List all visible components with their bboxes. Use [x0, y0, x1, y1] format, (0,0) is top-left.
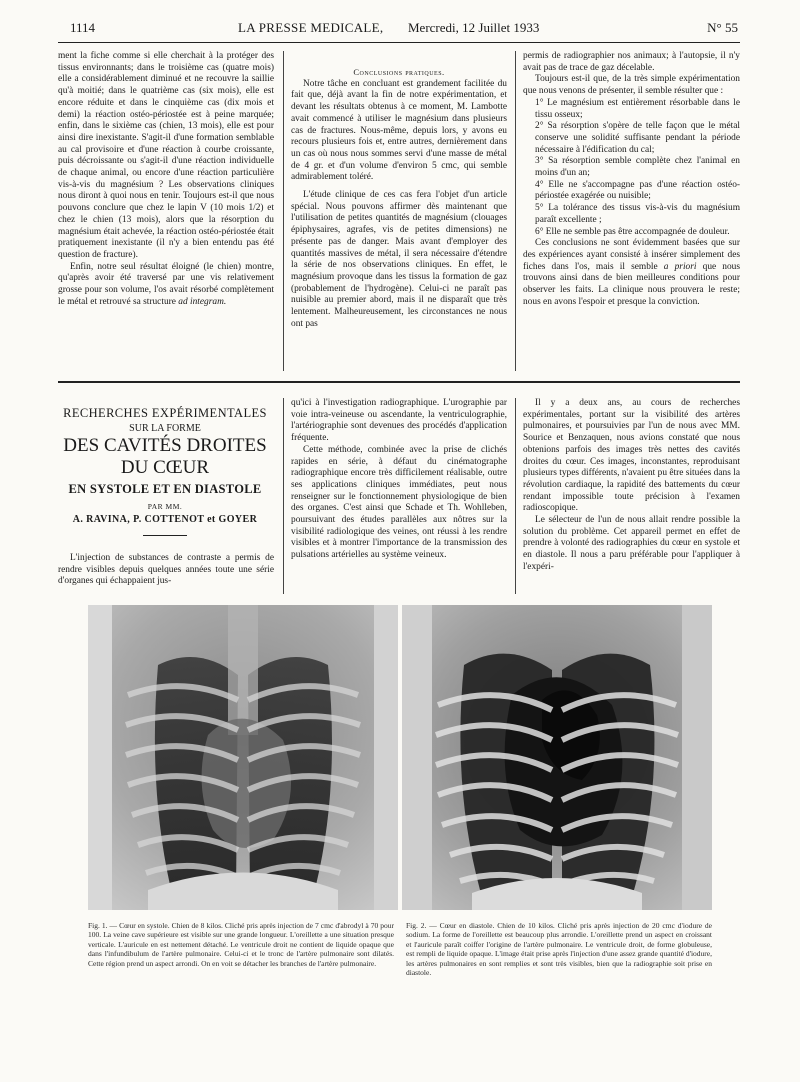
header-rule [58, 42, 740, 43]
column-divider [515, 398, 516, 594]
article-kicker: RECHERCHES EXPÉRIMENTALES [63, 406, 267, 420]
article-title-block [58, 406, 272, 525]
top-column-2 [291, 51, 507, 376]
italic-phrase: ad integram. [178, 296, 227, 307]
paragraph: Notre tâche en concluant est grandement facilitée du fait que, déjà avant la fin de notre expérimentation, et devant les résultats obtenus à ce moment, M. Lambotte avait commencé à utiliser le magnésium dans plusieurs cas de fractures. Nous-même, depuis lors, y avons eu recours plusieurs fois et, entre autres, dernièrement dans un cas où nous nous sommes servi d'une masse de métal de 4 gr. et d'un volume d'environ 5 cmc, qui semble admirablement toléré. [291, 78, 507, 183]
issue-number: N° 55 [707, 20, 738, 35]
article-column-1 [58, 553, 274, 593]
xray-diastole-image [402, 605, 712, 910]
paragraph: Enfin, notre seul résultat éloigné (le chien) montre, qu'après avoir été traversé par une vis relativement grosse pour son volume, l'os avait résorbé complètement le métal et retrouvé sa structure ad integram. [58, 261, 274, 307]
xray-systole-image [88, 605, 398, 910]
paragraph: qu'ici à l'investigation radiographique. L'urographie par voie intra-veineuse ou ascendante, la ventriculographie, l'artériographie sont devenues des procédés d'application fréquente. [291, 398, 507, 444]
paragraph: permis de radiographier nos animaux; à l'autopsie, il n'y avait pas de trace de gaz décelable. [523, 51, 740, 73]
list-item: 5° La tolérance des tissus vis-à-vis du magnésium paraît excellente ; [535, 203, 740, 225]
issue-date: Mercredi, 12 Juillet 1933 [408, 20, 540, 35]
column-divider [283, 51, 284, 371]
figure-1-caption: Fig. 1. — Cœur en systole. Chien de 8 kilos. Cliché pris après injection de 7 cmc d'abrodyl à 70 pour 100. La veine cave supérieure est visible sur une grande longueur. L'oreillette a une situation presque verticale. L'auricule en est nettement détaché. Le ventricule droit ne contient de liquide opaque que dans l'infundibulum de l'artère pulmonaire. Celui-ci et le tronc de l'artère pulmonaire sont dilatés. Cette région prend un aspect arrondi. On en voit se détacher les branches de l'artère pulmonaire. [88, 921, 394, 968]
paragraph: ment la fiche comme si elle cherchait à la protéger des tissus environnants; dans le troisième cas (quatre mois) elle a considérablement diminué et ne recouvre la saillie qu'à moitié; dans le quatrième cas (six mois), elle est encore réduite et dans le cinquième cas (dix mois et demi) la réaction ostéo-périostée est à peine marquée; enfin, dans le sixième cas (chien, 13 mois), elle est pour ainsi dire inexistante. S'agit-il d'une formation semblable au cal provisoire et d'une réaction à courbe croissante, puis décroissante ou s'agit-il d'une réaction individuelle de chaque animal, ou encore d'une réaction particulière vis-à-vis du magnésium ? Les observations cliniques nous diront à quoi nous en tenir. Toujours est-il que nous pouvons conclure que chez le lapin V (10 mois 1/2) et chez le chien (13 mois), alors que la résorption du magnésium était achevée, la réaction ostéo-périostée était pratiquement inexistante (il n'y a bien entendu pas été question de fracture). [58, 51, 274, 260]
journal-name: LA PRESSE MEDICALE, [238, 20, 384, 35]
paragraph: Le sélecteur de l'un de nous allait rendre possible la solution du problème. Cet appareil permet en effet de prendre à volonté des radiographies du cœur en systole et en diastole. Il nous a paru préférable pour l'appliquer à l'expéri- [523, 515, 740, 572]
page-number: 1114 [70, 20, 96, 35]
list-item: 1° Le magnésium est entièrement résorbable dans le tissu osseux; [535, 97, 740, 120]
list-item: 6° Elle ne semble pas être accompagnée de douleur. [535, 226, 730, 237]
column-divider [283, 398, 284, 594]
top-column-3 [523, 51, 740, 376]
list-item: 4° Elle ne s'accompagne pas d'une réaction ostéo-périostée exagérée ou nuisible; [535, 179, 740, 202]
paragraph: L'injection de substances de contraste a permis de rendre visibles depuis quelques années toute une série d'organes qui échappaient jus- [58, 553, 274, 587]
section-heading: Conclusions pratiques. [353, 67, 445, 77]
top-column-1 [58, 51, 274, 376]
article-title-line-1: DES CAVITÉS DROITES [63, 435, 267, 456]
article-sur: SUR LA FORME [129, 423, 201, 434]
article-column-3 [523, 398, 740, 596]
paragraph: Il y a deux ans, au cours de recherches expérimentales, portant sur la visibilité des artères pulmonaires, et poursuivies par l'un de nous avec MM. Sourice et Benzaquen, nous avions constaté que nous obtenions parfois des images très nettes des cavités droites du cœur. Ces images, inconstantes, reproduisant plusieurs types différents, n'avaient pu être situées dans la révolution cardiaque, la rapidité des battements du cœur rendant impossible toute précision à l'examen radioscopique. [523, 398, 740, 514]
column-divider [515, 51, 516, 371]
paragraph: Ces conclusions ne sont évidemment basées que sur des expériences ayant consisté à insérer simplement des fiches dans l'os, mais il semble a priori que nous trouvons ainsi dans de bien meilleures conditions pour observer les faits. La clinique nous prouvera le reste; nous en avons l'espoir et presque la conviction. [523, 238, 740, 307]
article-par: PAR MM. [147, 502, 183, 511]
list-item: 3° Sa résorption semble complète chez l'animal en moins d'un an; [535, 156, 740, 179]
article-title-line-2: DU CŒUR [120, 457, 210, 478]
section-rule [58, 381, 740, 383]
figure-2-caption: Fig. 2. — Cœur en diastole. Chien de 10 kilos. Cliché pris après injection de 20 cmc d'iodure de sodium. La forme de l'oreillette est beaucoup plus arrondie. L'oreillette prend un aspect en croissant et l'auricule paraît coiffer l'origine de l'artère pulmonaire. Le ventricule droit, de forme globuleuse, est rempli de liquide opaque. L'image était prise après l'injection d'une assez grande quantité d'iodure, les artères pulmonaires en sont remplies et sont très visibles, bien que la radiographie soit prise en diastole. [406, 921, 712, 978]
article-subtitle: EN SYSTOLE ET EN DIASTOLE [68, 482, 262, 496]
figure-1-xray [88, 605, 398, 910]
list-item: 2° Sa résorption s'opère de telle façon que le métal conserve une solidité suffisante pendant la période nécessaire à l'édification du cal; [535, 121, 740, 155]
article-authors: A. RAVINA, P. COTTENOT et GOYER [72, 514, 258, 525]
paragraph: L'étude clinique de ces cas fera l'objet d'un article spécial. Nous pouvons affirmer dès maintenant que l'utilisation de petites quantités de magnésium (clouages épiphysaires, agrafes, vis de petites dimensions) ne présente pas de danger. Mais avant d'employer des quantités massives de métal, il sera nécessaire d'étendre la série de nos observations cliniques. En effet, le magnésium provoque dans les tissus la formation de gaz (probablement de l'hydrogène). Celui-ci ne paraît pas nuisible au premier abord, mais il ne disparaît que très lentement. Malheureusement, les circonstances ne nous ont pas [291, 190, 507, 329]
paragraph: Cette méthode, combinée avec la prise de clichés rapides en série, à défaut du cinématographe radiographique encore très difficilement réalisable, outre ses applications cliniques immédiates, peut nous renseigner sur le fonctionnement physiologique de bien des organes. C'est ainsi que Schade et Th. Wohlleben, poursuivant des études parallèles aux nôtres sur la visibilité radiologique des veines, ont réussi à les rendre visibles et à montrer l'importance de la transmission des pulsations artérielles au système veineux. [291, 444, 507, 561]
running-header [70, 20, 738, 40]
article-column-2 [291, 398, 507, 596]
title-short-rule [143, 535, 187, 536]
figure-2-xray [402, 605, 712, 910]
italic-phrase: a priori [663, 261, 697, 272]
paragraph: Toujours est-il que, de la très simple expérimentation que nous venons de présenter, il semble résulter que : [523, 74, 740, 97]
